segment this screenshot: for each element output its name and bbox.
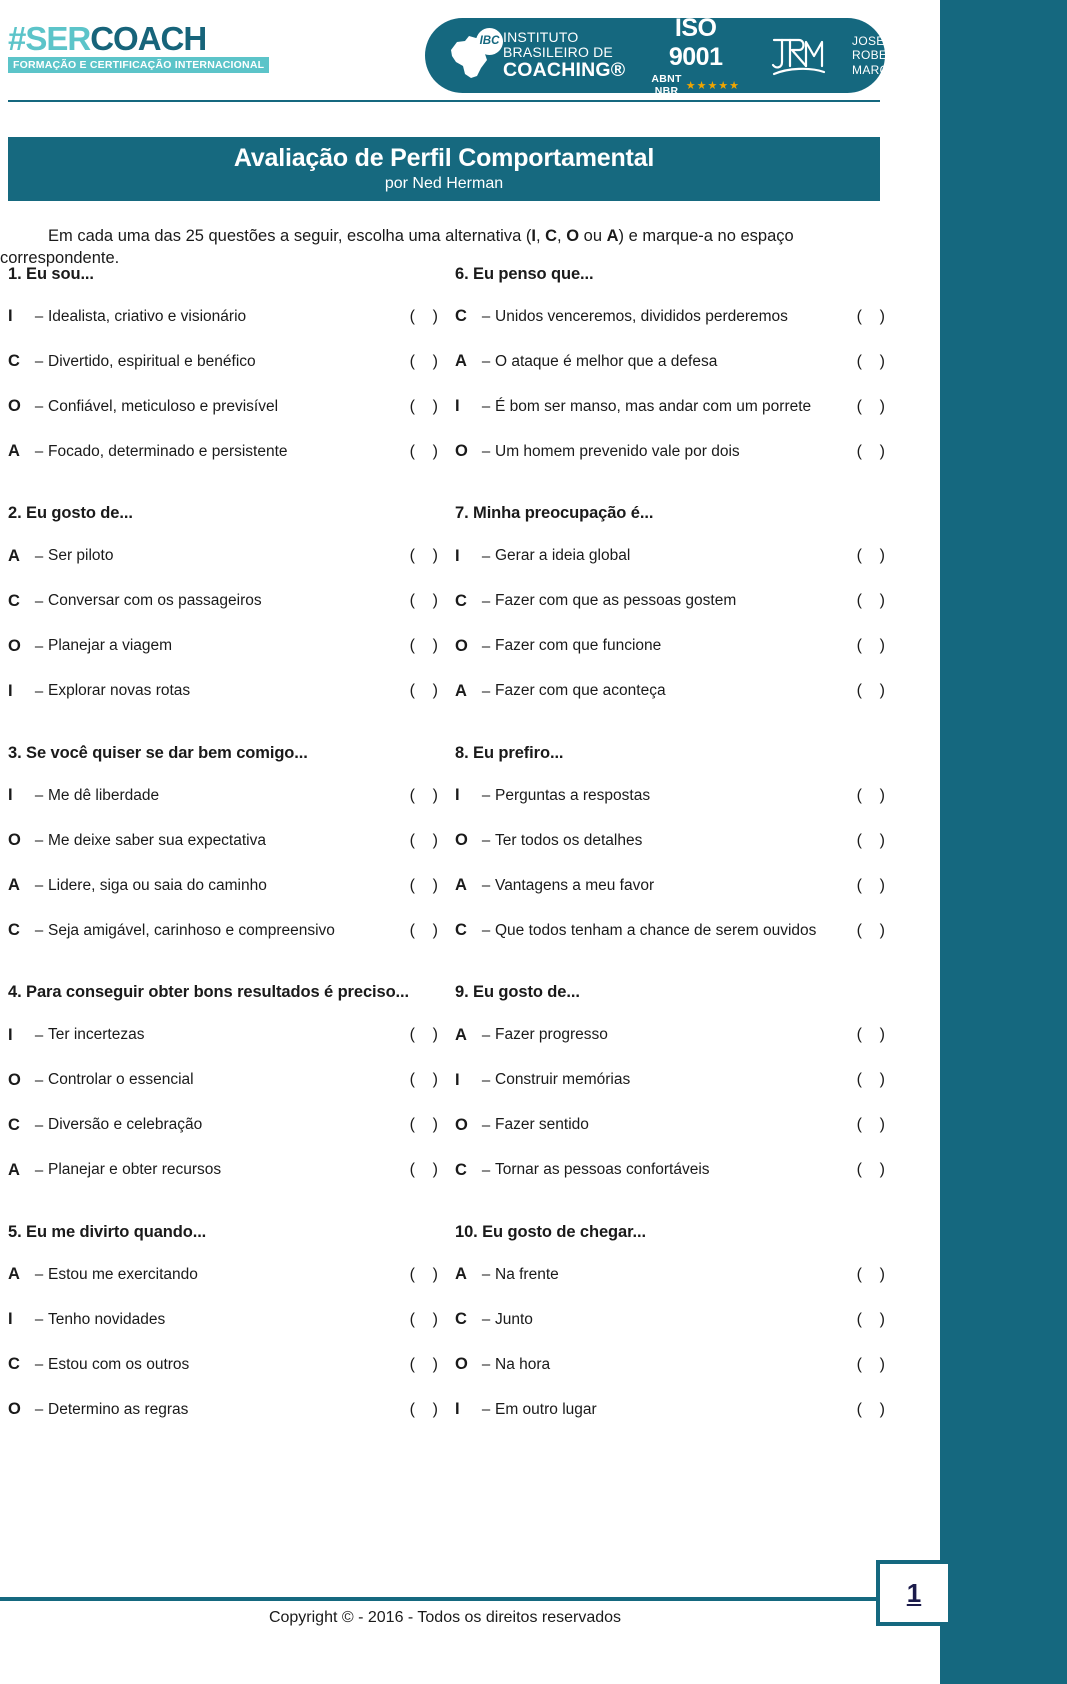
question-block: [8, 504, 438, 713]
option-text: Controlar o essencial: [48, 1071, 194, 1089]
answer-checkbox[interactable]: ( ): [856, 876, 885, 894]
question-title: 5. Eu me divirto quando...: [8, 1222, 207, 1241]
answer-checkbox[interactable]: ( ): [856, 1355, 885, 1373]
option-text: Fazer com que aconteça: [495, 682, 666, 700]
question-title: 10. Eu gosto de chegar...: [455, 1222, 646, 1241]
instructions-sep-1: ,: [535, 226, 546, 245]
option-text: Um homem prevenido vale por dois: [495, 442, 740, 460]
brazil-map-icon: [443, 30, 501, 82]
option-key: A: [455, 352, 467, 371]
option-dash: –: [481, 1311, 491, 1329]
instructions-before: Em cada uma das 25 questões a seguir, escolha uma alternativa (: [48, 226, 532, 245]
option-text: Ter todos os detalhes: [495, 831, 643, 849]
sercoach-coach: COACH: [90, 20, 207, 57]
option-row[interactable]: [455, 1013, 885, 1058]
option-row[interactable]: [8, 1103, 438, 1148]
answer-checkbox[interactable]: ( ): [856, 397, 885, 415]
answer-checkbox[interactable]: ( ): [856, 1400, 885, 1418]
answer-checkbox[interactable]: ( ): [856, 1161, 885, 1179]
answer-checkbox[interactable]: ( ): [409, 352, 438, 370]
option-text: Estou com os outros: [48, 1355, 190, 1373]
page-title: Avaliação de Perfil Comportamental: [233, 144, 655, 172]
option-text: Fazer com que funcione: [495, 637, 662, 655]
option-row[interactable]: [8, 908, 438, 953]
option-dash: –: [481, 877, 491, 895]
question-block: [455, 744, 885, 953]
option-dash: –: [481, 547, 491, 565]
option-text: Me deixe saber sua expectativa: [48, 831, 266, 849]
option-dash: –: [34, 1026, 44, 1044]
option-row[interactable]: [455, 534, 885, 579]
option-text: Planejar e obter recursos: [48, 1161, 222, 1179]
option-key: A: [455, 1025, 467, 1044]
header-divider-rule: [8, 100, 880, 102]
option-text: Na hora: [495, 1355, 551, 1373]
option-dash: –: [481, 1071, 491, 1089]
question-title: 2. Eu gosto de...: [8, 504, 133, 523]
option-dash: –: [34, 682, 44, 700]
option-row[interactable]: [8, 1297, 438, 1342]
option-key: O: [8, 1400, 21, 1419]
option-key: A: [455, 876, 467, 895]
option-dash: –: [481, 1266, 491, 1284]
option-dash: –: [34, 592, 44, 610]
sercoach-wordmark: [8, 22, 238, 55]
questions-column-left: [8, 265, 438, 1436]
answer-checkbox[interactable]: ( ): [409, 786, 438, 804]
option-text: Divertido, espiritual e benéfico: [48, 352, 256, 370]
sercoach-ser: SER: [25, 20, 91, 57]
instructions-sep-3: ou: [579, 226, 607, 245]
question-title: 4. Para conseguir obter bons resultados é preciso...: [8, 983, 410, 1002]
option-dash: –: [481, 1026, 491, 1044]
answer-checkbox[interactable]: ( ): [856, 1310, 885, 1328]
option-dash: –: [34, 398, 44, 416]
option-row[interactable]: [455, 1058, 885, 1103]
answer-checkbox[interactable]: ( ): [409, 442, 438, 460]
questions-column-right: [455, 265, 885, 1436]
option-key: O: [8, 636, 21, 655]
option-row[interactable]: [8, 1252, 438, 1297]
sercoach-logo: [8, 20, 265, 73]
option-key: O: [455, 1355, 468, 1374]
question-block: [455, 504, 885, 713]
option-text: Idealista, criativo e visionário: [48, 307, 247, 325]
page-header: [0, 0, 940, 105]
option-key: C: [8, 1355, 20, 1374]
jrm-name-line-2: ROBERTO: [852, 48, 914, 63]
option-dash: –: [481, 353, 491, 371]
option-dash: –: [34, 1116, 44, 1134]
option-key: I: [455, 546, 460, 565]
option-text: Em outro lugar: [495, 1400, 597, 1418]
option-text: Na frente: [495, 1265, 559, 1283]
sercoach-tagline: FORMAÇÃO E CERTIFICAÇÃO INTERNACIONAL: [8, 57, 269, 73]
ibc-logo-group: [425, 30, 637, 82]
option-dash: –: [34, 832, 44, 850]
option-key: A: [455, 681, 467, 700]
option-row[interactable]: [455, 1252, 885, 1297]
question-title: 7. Minha preocupação é...: [455, 504, 654, 523]
option-dash: –: [34, 1401, 44, 1419]
option-text: Junto: [495, 1310, 533, 1328]
option-row[interactable]: [455, 1103, 885, 1148]
option-text: Fazer com que as pessoas gostem: [495, 592, 737, 610]
iso-9001-block: [637, 14, 754, 97]
title-band: [8, 137, 880, 201]
option-text: Fazer sentido: [495, 1116, 589, 1134]
option-dash: –: [481, 308, 491, 326]
option-key: O: [455, 636, 468, 655]
option-row[interactable]: [8, 1013, 438, 1058]
option-dash: –: [481, 787, 491, 805]
answer-checkbox[interactable]: ( ): [409, 1355, 438, 1373]
option-row[interactable]: [455, 818, 885, 863]
instructions-paragraph: [0, 225, 890, 270]
option-row[interactable]: [8, 579, 438, 624]
answer-checkbox[interactable]: ( ): [856, 442, 885, 460]
answer-checkbox[interactable]: ( ): [856, 921, 885, 939]
option-dash: –: [34, 308, 44, 326]
option-row[interactable]: [8, 1148, 438, 1193]
answer-checkbox[interactable]: ( ): [856, 307, 885, 325]
answer-checkbox[interactable]: ( ): [856, 1116, 885, 1134]
ibc-line-2: BRASILEIRO DE: [503, 43, 613, 60]
option-row[interactable]: [455, 294, 885, 339]
option-row[interactable]: [8, 1387, 438, 1432]
question-title: 3. Se você quiser se dar bem comigo...: [8, 743, 308, 762]
question-title: 1. Eu sou...: [8, 265, 94, 283]
iso-abnt-label: ABNT NBR: [651, 73, 682, 97]
option-row[interactable]: [455, 1387, 885, 1432]
option-key: I: [8, 786, 13, 805]
option-text: Focado, determinado e persistente: [48, 442, 288, 460]
option-text: Seja amigável, carinhoso e compreensivo: [48, 921, 335, 939]
option-dash: –: [481, 592, 491, 610]
option-text: Gerar a ideia global: [495, 547, 631, 565]
option-key: C: [455, 307, 467, 326]
option-dash: –: [34, 547, 44, 565]
answer-checkbox[interactable]: ( ): [409, 1116, 438, 1134]
option-row[interactable]: [455, 773, 885, 818]
option-key: A: [8, 1265, 20, 1284]
option-dash: –: [34, 353, 44, 371]
page-number: 1: [906, 1577, 922, 1608]
answer-checkbox[interactable]: ( ): [409, 1265, 438, 1283]
option-dash: –: [481, 832, 491, 850]
ibc-line-1: INSTITUTO: [503, 28, 579, 45]
answer-checkbox[interactable]: ( ): [409, 307, 438, 325]
option-row[interactable]: [455, 908, 885, 953]
option-text: Unidos venceremos, divididos perderemos: [495, 307, 788, 325]
option-dash: –: [34, 1356, 44, 1374]
option-key: A: [8, 876, 20, 895]
instructions-sep-2: ,: [557, 226, 567, 245]
answer-checkbox[interactable]: ( ): [856, 352, 885, 370]
option-row[interactable]: [8, 1342, 438, 1387]
option-row[interactable]: [8, 818, 438, 863]
option-key: C: [8, 352, 20, 371]
option-dash: –: [481, 682, 491, 700]
option-key: I: [8, 1025, 13, 1044]
option-text: Determino as regras: [48, 1400, 189, 1418]
option-row[interactable]: [455, 429, 885, 474]
question-block: [455, 265, 885, 474]
answer-checkbox[interactable]: ( ): [409, 876, 438, 894]
answer-checkbox[interactable]: ( ): [409, 637, 438, 655]
option-text: Perguntas a respostas: [495, 786, 651, 804]
option-text: Lidere, siga ou saia do caminho: [48, 876, 267, 894]
option-key: O: [455, 1115, 468, 1134]
option-dash: –: [34, 1071, 44, 1089]
iso-title: ISO 9001: [668, 14, 723, 71]
option-row[interactable]: [8, 294, 438, 339]
option-dash: –: [481, 1401, 491, 1419]
star-rating-icon: ★★★★★: [685, 79, 741, 92]
option-text: Construir memórias: [495, 1071, 631, 1089]
instructions-key-i: I: [531, 226, 536, 245]
option-key: I: [455, 1400, 460, 1419]
option-key: I: [8, 307, 13, 326]
option-text: Conversar com os passageiros: [48, 592, 262, 610]
option-row[interactable]: [8, 384, 438, 429]
option-key: O: [8, 831, 21, 850]
option-text: Tenho novidades: [48, 1310, 166, 1328]
right-teal-bar: [940, 0, 1067, 1684]
option-row[interactable]: [8, 773, 438, 818]
answer-checkbox[interactable]: ( ): [856, 637, 885, 655]
question-block: [455, 1223, 885, 1432]
option-key: C: [455, 921, 467, 940]
option-dash: –: [34, 637, 44, 655]
option-row[interactable]: [455, 669, 885, 714]
option-text: Me dê liberdade: [48, 786, 160, 804]
option-key: A: [455, 1265, 467, 1284]
option-text: Tornar as pessoas confortáveis: [495, 1161, 710, 1179]
answer-checkbox[interactable]: ( ): [856, 682, 885, 700]
question-block: [8, 983, 438, 1192]
instructions-key-o: O: [566, 226, 580, 245]
option-row[interactable]: [8, 534, 438, 579]
option-key: I: [455, 1070, 460, 1089]
option-key: I: [455, 397, 460, 416]
option-key: O: [8, 397, 21, 416]
answer-checkbox[interactable]: ( ): [409, 592, 438, 610]
option-row[interactable]: [455, 339, 885, 384]
option-key: I: [455, 786, 460, 805]
answer-checkbox[interactable]: ( ): [856, 547, 885, 565]
option-row[interactable]: [455, 863, 885, 908]
option-dash: –: [481, 922, 491, 940]
option-key: C: [455, 1160, 467, 1179]
question-block: [8, 265, 438, 474]
answer-checkbox[interactable]: ( ): [409, 831, 438, 849]
question-block: [455, 983, 885, 1192]
option-key: I: [8, 681, 13, 700]
instructions-key-c: C: [545, 226, 558, 245]
option-key: A: [8, 442, 20, 461]
option-text: Confiável, meticuloso e previsível: [48, 397, 279, 415]
option-text: Diversão e celebração: [48, 1116, 203, 1134]
option-key: O: [8, 1070, 21, 1089]
option-text: Vantagens a meu favor: [495, 876, 655, 894]
option-key: O: [455, 442, 468, 461]
instructions-after: ) e marque-a no espaço correspondente.: [0, 226, 794, 267]
option-key: C: [8, 1115, 20, 1134]
option-dash: –: [481, 1116, 491, 1134]
answer-checkbox[interactable]: ( ): [409, 682, 438, 700]
jrm-name-line-3: MARQUES: [852, 62, 915, 77]
option-text: Ter incertezas: [48, 1026, 145, 1044]
answer-checkbox[interactable]: ( ): [409, 1400, 438, 1418]
jrm-signature-icon: [754, 32, 840, 80]
option-dash: –: [481, 1356, 491, 1374]
option-dash: –: [481, 398, 491, 416]
option-dash: –: [481, 1161, 491, 1179]
option-text: Explorar novas rotas: [48, 682, 191, 700]
option-text: Fazer progresso: [495, 1026, 608, 1044]
option-key: A: [8, 546, 20, 565]
option-key: C: [8, 921, 20, 940]
option-dash: –: [481, 443, 491, 461]
ibc-text-block: [503, 30, 625, 81]
option-dash: –: [34, 877, 44, 895]
answer-checkbox[interactable]: ( ): [409, 1026, 438, 1044]
instructions-key-a: A: [606, 226, 619, 245]
question-title: 6. Eu penso que...: [455, 265, 594, 283]
answer-checkbox[interactable]: ( ): [856, 786, 885, 804]
option-key: I: [8, 1310, 13, 1329]
footer-divider-rule: [0, 1597, 940, 1601]
answer-checkbox[interactable]: ( ): [856, 1026, 885, 1044]
answer-checkbox[interactable]: ( ): [409, 1310, 438, 1328]
option-row[interactable]: [455, 1148, 885, 1193]
option-text: O ataque é melhor que a defesa: [495, 352, 718, 370]
option-key: C: [8, 591, 20, 610]
question-block: [8, 744, 438, 953]
option-row[interactable]: [8, 429, 438, 474]
answer-checkbox[interactable]: ( ): [409, 397, 438, 415]
ibc-certification-bar: [425, 14, 915, 97]
answer-checkbox[interactable]: ( ): [856, 831, 885, 849]
option-dash: –: [34, 1161, 44, 1179]
answer-checkbox[interactable]: ( ): [856, 592, 885, 610]
ibc-badge: IBC: [476, 28, 503, 55]
answer-checkbox[interactable]: ( ): [409, 921, 438, 939]
question-title: 8. Eu prefiro...: [455, 743, 564, 762]
option-text: Estou me exercitando: [48, 1265, 198, 1283]
page-subtitle: por Ned Herman: [384, 174, 504, 192]
option-dash: –: [34, 443, 44, 461]
option-key: C: [455, 1310, 467, 1329]
option-row[interactable]: [8, 669, 438, 714]
option-row[interactable]: [8, 1058, 438, 1103]
option-key: A: [8, 1160, 20, 1179]
option-key: C: [455, 591, 467, 610]
option-dash: –: [481, 637, 491, 655]
option-text: Que todos tenham a chance de serem ouvidos: [495, 921, 817, 939]
option-row[interactable]: [455, 624, 885, 669]
option-dash: –: [34, 787, 44, 805]
answer-checkbox[interactable]: ( ): [856, 1265, 885, 1283]
answer-checkbox[interactable]: ( ): [409, 1161, 438, 1179]
jrm-name-line-1: JOSÉ: [852, 33, 885, 48]
answer-checkbox[interactable]: ( ): [409, 547, 438, 565]
option-row[interactable]: [455, 384, 885, 429]
iso-subrow: [651, 73, 740, 97]
option-text: Ser piloto: [48, 547, 114, 565]
jrm-name-block: [840, 34, 925, 78]
answer-checkbox[interactable]: ( ): [856, 1071, 885, 1089]
option-dash: –: [34, 922, 44, 940]
answer-checkbox[interactable]: ( ): [409, 1071, 438, 1089]
question-block: [8, 1223, 438, 1432]
option-text: Planejar a viagem: [48, 637, 173, 655]
option-key: O: [455, 831, 468, 850]
question-title: 9. Eu gosto de...: [455, 983, 580, 1002]
option-row[interactable]: [455, 1342, 885, 1387]
copyright-text: Copyright © - 2016 - Todos os direitos reservados: [268, 1609, 622, 1626]
option-row[interactable]: [8, 863, 438, 908]
sercoach-hash: #: [8, 20, 26, 57]
option-row[interactable]: [455, 1297, 885, 1342]
option-row[interactable]: [455, 579, 885, 624]
option-dash: –: [34, 1266, 44, 1284]
option-dash: –: [34, 1311, 44, 1329]
option-row[interactable]: [8, 339, 438, 384]
ibc-line-3: COACHING®: [503, 59, 626, 82]
option-row[interactable]: [8, 624, 438, 669]
option-text: É bom ser manso, mas andar com um porrete: [495, 397, 812, 415]
